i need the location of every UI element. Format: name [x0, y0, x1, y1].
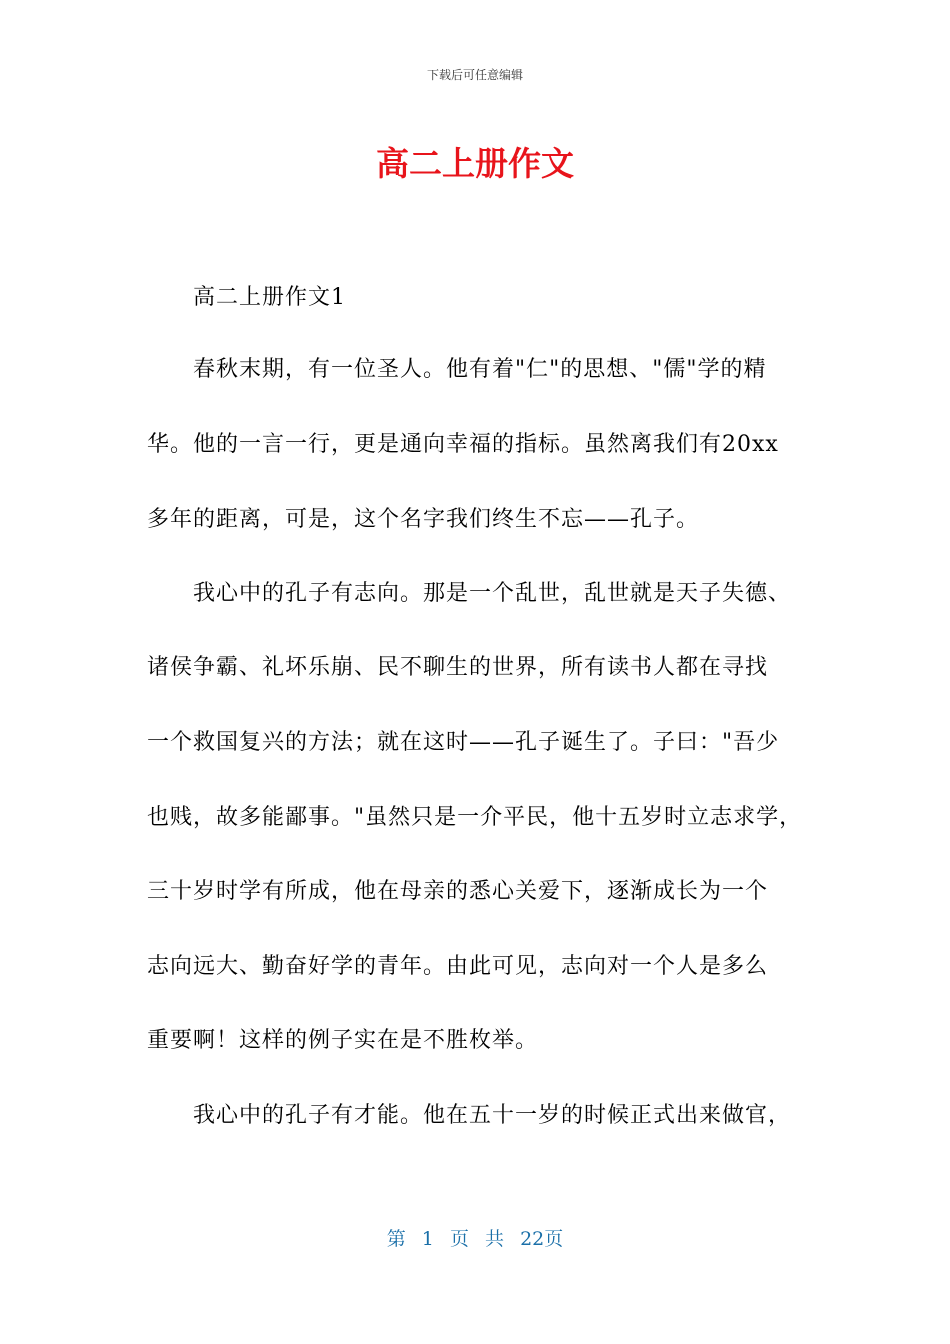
paragraph-line: 我心中的孔子有才能。他在五十一岁的时候正式出来做官，	[193, 1103, 792, 1128]
paragraph-line: 春秋末期，有一位圣人。他有着"仁"的思想、"儒"学的精	[193, 357, 767, 382]
paragraph-line: 华。他的一言一行，更是通向幸福的指标。虽然离我们有20xx	[147, 432, 779, 457]
total-label: 共	[485, 1228, 505, 1250]
section-heading: 高二上册作文1	[193, 285, 346, 310]
paragraph-line: 也贱，故多能鄙事。"虽然只是一介平民，他十五岁时立志求学，	[147, 805, 803, 830]
total-pages: 22页	[520, 1228, 564, 1250]
paragraph-line: 志向远大、勤奋好学的青年。由此可见，志向对一个人是多么	[147, 954, 769, 979]
paragraph-line: 三十岁时学有所成，他在母亲的悉心关爱下，逐渐成长为一个	[147, 879, 769, 904]
page-number: 1	[421, 1228, 434, 1250]
paragraph-line: 诸侯争霸、礼坏乐崩、民不聊生的世界，所有读书人都在寻找	[147, 655, 769, 680]
paragraph-line: 一个救国复兴的方法；就在这时——孔子诞生了。子曰："吾少	[147, 730, 780, 755]
header-note: 下载后可任意编辑	[426, 68, 523, 82]
page-label-mid: 页	[449, 1228, 469, 1250]
paragraph-line: 我心中的孔子有志向。那是一个乱世，乱世就是天子失德、	[193, 581, 792, 606]
page-indicator	[0, 1226, 950, 1252]
paragraph-line: 重要啊！这样的例子实在是不胜枚举。	[147, 1028, 539, 1053]
page-label-prefix: 第	[386, 1228, 406, 1250]
paragraph-line: 多年的距离，可是，这个名字我们终生不忘——孔子。	[147, 507, 700, 532]
document-title: 高二上册作文	[376, 144, 574, 183]
